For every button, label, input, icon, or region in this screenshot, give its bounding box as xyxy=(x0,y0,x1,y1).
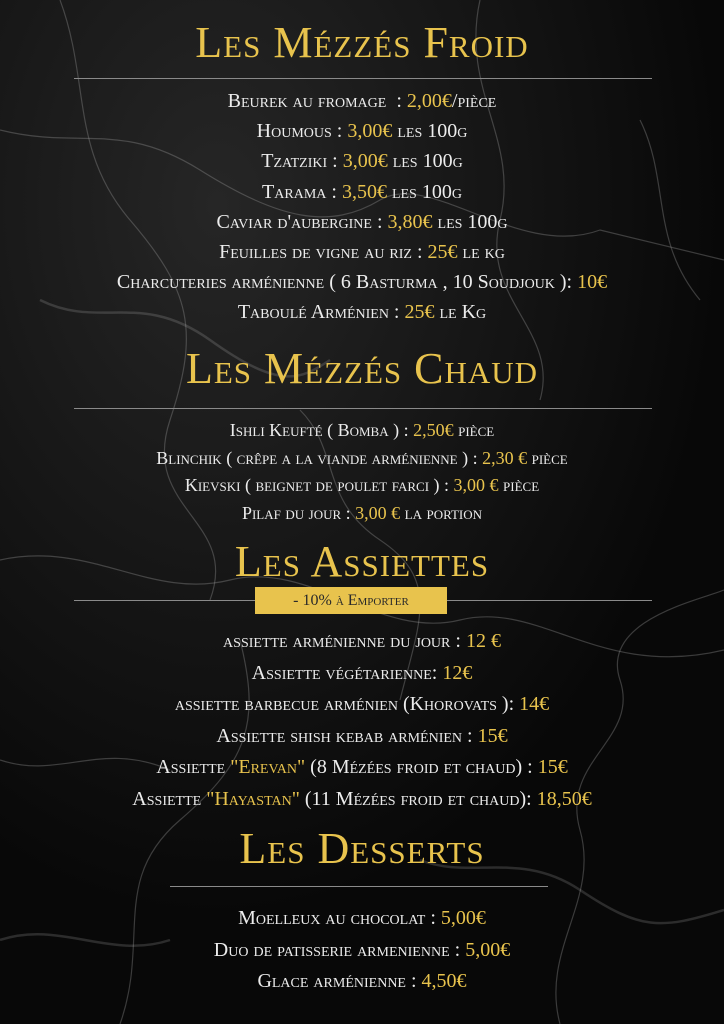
item-unit: les 100g xyxy=(392,120,468,143)
item-name: Pilaf du jour : xyxy=(241,502,356,523)
item-price: 5,00€ xyxy=(440,907,486,929)
item-price: 25€ xyxy=(427,241,458,263)
menu-item xyxy=(238,907,486,930)
takeaway-discount-badge: - 10% à Emporter xyxy=(255,587,447,614)
item-price: 2,50€ xyxy=(413,420,454,440)
item-price: 12€ xyxy=(442,661,473,684)
item-unit: le kg xyxy=(457,241,505,263)
menu-item xyxy=(156,448,567,469)
item-name: Ishli Keufté ( Bomba ) : xyxy=(229,420,414,440)
item-price: 3,50€ xyxy=(341,180,387,203)
item-price: 3,00 € xyxy=(453,475,499,495)
menu-item xyxy=(185,475,539,496)
item-name: Charcuteries arménienne ( 6 Basturma , 10 Soudjouk ): xyxy=(116,271,578,294)
item-name: Glace arménienne : xyxy=(257,970,422,992)
menu-item xyxy=(216,725,507,748)
item-price: 10€ xyxy=(577,271,608,294)
item-name: Duo de patisserie armenienne : xyxy=(213,938,466,961)
menu-item xyxy=(238,301,486,324)
item-price: 3,00 € xyxy=(355,502,401,523)
item-name: Houmous : xyxy=(256,120,348,143)
menu-item xyxy=(242,503,482,524)
menu-item xyxy=(257,120,468,143)
item-unit: les 100g xyxy=(387,150,463,173)
menu-item xyxy=(257,970,466,993)
divider xyxy=(170,886,548,887)
item-name: Beurek au fromage : xyxy=(227,90,407,112)
menu-item xyxy=(156,756,567,779)
item-name: Blinchik ( crêpe a la viande arménienne ) : xyxy=(156,447,483,468)
section-title-cold: Les Mézzés Froid xyxy=(195,18,529,67)
menu-item xyxy=(223,630,501,653)
item-price: 18,50€ xyxy=(536,787,592,810)
section-title-hot: Les Mézzés Chaud xyxy=(185,344,539,393)
item-unit: les 100g xyxy=(432,210,508,233)
menu-item xyxy=(228,90,497,113)
menu-item xyxy=(175,693,549,716)
item-unit: les 100g xyxy=(386,180,462,203)
item-unit: pièce xyxy=(527,447,568,468)
item-price: 3,80€ xyxy=(387,210,433,233)
menu-item xyxy=(214,939,510,962)
item-price: 25€ xyxy=(404,301,435,324)
divider xyxy=(74,78,652,79)
item-name: Moelleux au chocolat : xyxy=(238,907,441,929)
item-price: 4,50€ xyxy=(421,970,467,992)
item-unit: la portion xyxy=(400,502,483,523)
item-price: 2,30 € xyxy=(482,447,528,468)
item-name: Assiette xyxy=(132,787,207,810)
item-price: 3,00€ xyxy=(347,120,393,143)
menu-item xyxy=(219,241,505,264)
item-unit: pièce xyxy=(498,475,540,495)
item-name: Assiette xyxy=(156,756,231,778)
menu-item xyxy=(252,662,473,685)
item-price: 12 € xyxy=(465,630,501,652)
item-unit: /pièce xyxy=(451,90,497,112)
item-name: (11 Mézées froid et chaud): xyxy=(299,787,537,810)
item-name: Feuilles de vigne au riz : xyxy=(219,241,428,263)
item-name: assiette barbecue arménien (Khorovats ): xyxy=(174,693,520,715)
item-name: assiette arménienne du jour : xyxy=(223,630,466,652)
item-name: Tzatziki : xyxy=(261,150,343,173)
menu-item xyxy=(132,788,591,811)
item-price: 14€ xyxy=(519,693,550,715)
item-name: Assiette végétarienne: xyxy=(251,661,443,684)
item-name: Kievski ( beignet de poulet farci ) : xyxy=(184,475,454,495)
item-name: Taboulé Arménien : xyxy=(237,301,405,324)
item-unit: le Kg xyxy=(434,301,487,324)
item-name: Caviar d'aubergine : xyxy=(216,210,388,233)
item-highlight: "Erevan" xyxy=(230,756,306,778)
item-price: 5,00€ xyxy=(465,938,511,961)
item-price: 2,00€ xyxy=(406,90,452,112)
item-price: 15€ xyxy=(477,724,508,747)
item-price: 3,00€ xyxy=(342,150,388,173)
item-name: Assiette shish kebab arménien : xyxy=(216,724,478,747)
item-price: 15€ xyxy=(537,756,568,778)
section-title-desserts: Les Desserts xyxy=(239,824,485,873)
item-name: Tarama : xyxy=(262,180,342,203)
menu-item xyxy=(216,211,507,234)
divider xyxy=(74,408,652,409)
menu-item xyxy=(230,420,494,441)
item-unit: pièce xyxy=(453,420,495,440)
item-name: (8 Mézées froid et chaud) : xyxy=(305,756,538,778)
menu-item xyxy=(117,271,607,294)
menu-item xyxy=(261,150,462,173)
item-highlight: "Hayastan" xyxy=(206,787,300,810)
menu-item xyxy=(262,181,462,204)
section-title-plates: Les Assiettes xyxy=(234,537,490,586)
